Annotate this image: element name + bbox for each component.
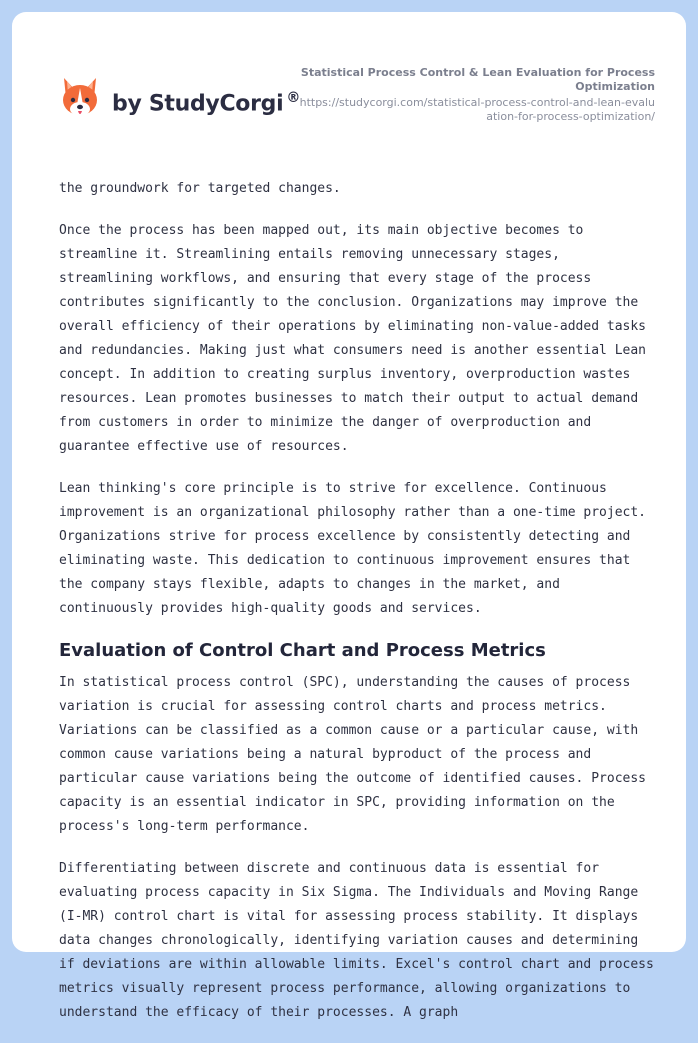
brand-text: by StudyCorgi — [112, 91, 284, 117]
article-body — [59, 177, 659, 1043]
document-url[interactable]: https://studycorgi.com/statistical-process-control-and-lean-evaluation-for-process-optimization/ — [299, 96, 655, 123]
document-page — [12, 12, 686, 1020]
corgi-icon — [60, 76, 100, 120]
paragraph-5: Differentiating between discrete and continuous data is essential for evaluating process capacity in Six Sigma. The Individuals and Moving Range (I-MR) control chart is vital for assessing process stability. It displays data changes chronologically, identifying variation causes and determining if deviations are within allowable limits. Excel's control chart and process metrics visually represent process performance, allowing organizations to understand the efficacy of their processes. A graph — [59, 861, 654, 1020]
brand-name — [112, 90, 300, 116]
document-title: Statistical Process Control & Lean Evaluation for Process Optimization — [300, 66, 655, 93]
paragraph-3: Lean thinking's core principle is to strive for excellence. Continuous improvement is an organizational philosophy rather than a one-time project. Organizations strive for process excellence by consistently detecting and eliminating waste. This dedication to continuous improvement ensures that the company stays flexible, adapts to changes in the market, and continuously provides high-quality goods and services. — [59, 481, 646, 616]
paragraph-2: Once the process has been mapped out, its main objective becomes to streamline it. Streamlining entails removing unnecessary stages, streamlining workflows, and ensuring that every stage of the process contributes significantly to the conclusion. Organizations may improve the overall efficiency of their operations by eliminating non-value-added tasks and redundancies. Making just what consumers need is another essential Lean concept. In addition to creating surplus inventory, overproduction wastes resources. Lean promotes businesses to match their output to actual demand from customers in order to minimize the danger of overproduction and guarantee effective use of resources. — [59, 223, 646, 454]
document-meta — [295, 66, 655, 124]
section-heading: Evaluation of Control Chart and Process Metrics — [59, 640, 546, 661]
paragraph-1: the groundwork for targeted changes. — [59, 181, 341, 196]
studycorgi-logo[interactable] — [60, 76, 300, 120]
registered-mark: ® — [286, 89, 301, 106]
paragraph-4: In statistical process control (SPC), understanding the causes of process variation is crucial for assessing control charts and process metrics. Variations can be classified as a common cause or a particular cause, with common cause variations being a natural byproduct of the process and particular cause variations being the outcome of identified causes. Process capacity is an essential indicator in SPC, providing information on the process's long-term performance. — [59, 675, 646, 834]
